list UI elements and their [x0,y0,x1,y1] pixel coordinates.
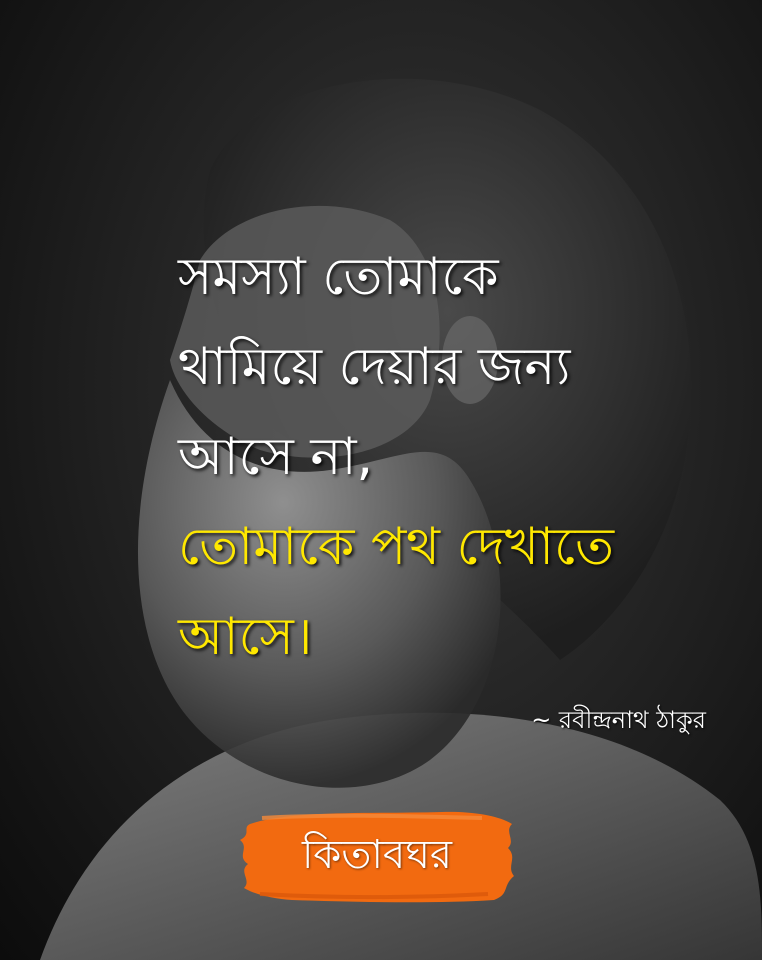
quote-line-3: আসে না, [178,427,374,487]
quote-highlight-line-2: আসে। [178,607,313,667]
quote-highlight-line-1: তোমাকে পথ দেখাতে [178,517,615,577]
author-attribution: ~ রবীন্দ্রনাথ ঠাকুর [531,706,706,734]
quote-line-1: সমস্যা তোমাকে [178,247,499,307]
quote-text [178,232,738,682]
quote-line-2: থামিয়ে দেয়ার জন্য [178,337,571,397]
brand-label: কিতাবঘর [301,832,452,878]
brand-badge [232,802,522,908]
